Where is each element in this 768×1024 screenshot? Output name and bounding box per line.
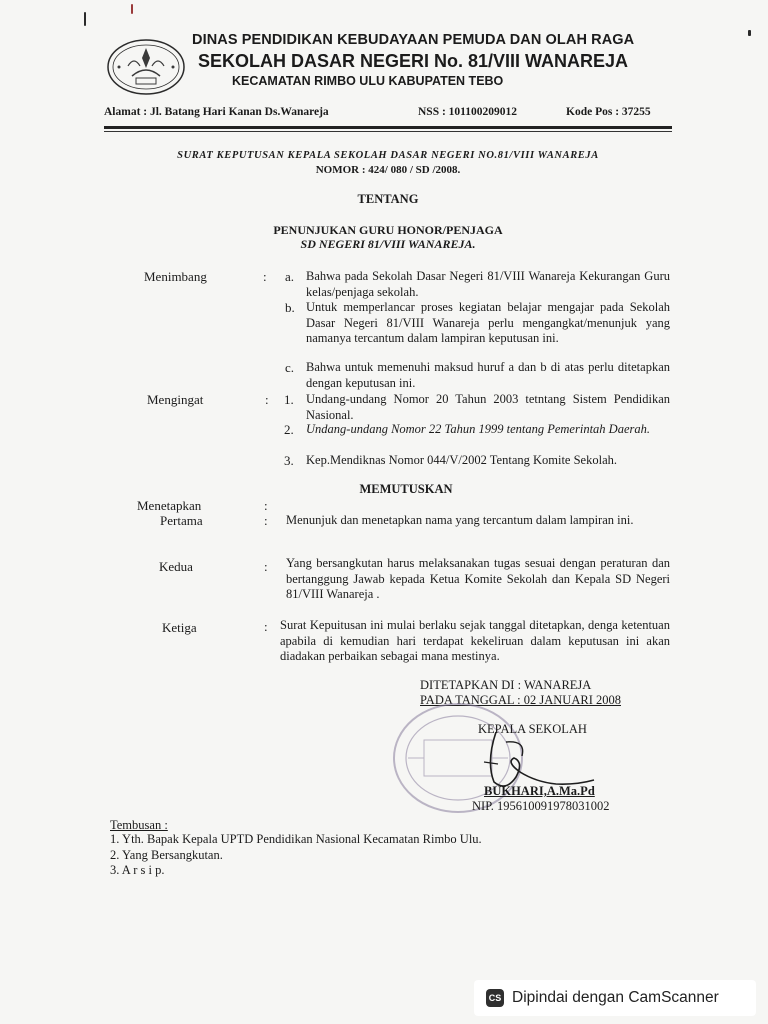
- school-nss: NSS : 101100209012: [418, 106, 518, 118]
- ketiga-text: Surat Kepuitusan ini mulai berlaku sejak tanggal ditetapkan, denga ketentuan apabila di kemudian hari terdapat kekeliruan dalam keputusan ini akan diadakan perbaikan sebagai mana mestinya.: [280, 618, 670, 663]
- menimbang-c-marker: c.: [285, 360, 295, 375]
- mengingat-1-marker: 1.: [284, 392, 294, 407]
- scan-mark: [84, 12, 86, 26]
- camscanner-logo-icon: CS: [486, 989, 504, 1007]
- signatory-nip: NIP. 195610091978031002: [472, 799, 610, 813]
- school-name: SEKOLAH DASAR NEGERI No. 81/VIII WANAREJA: [198, 51, 629, 71]
- ketiga-colon: :: [264, 619, 268, 634]
- pertama-label: Pertama: [160, 513, 203, 528]
- decree-subject: PENUNJUKAN GURU HONOR/PENJAGA: [273, 223, 503, 237]
- tentang-heading: TENTANG: [357, 192, 419, 206]
- mengingat-colon: :: [265, 392, 269, 407]
- menetapkan-label: Menetapkan: [137, 498, 202, 513]
- postal-code: Kode Pos : 37255: [566, 106, 651, 118]
- date-of-issue: PADA TANGGAL : 02 JANUARI 2008: [420, 693, 621, 707]
- pertama-colon: :: [264, 513, 268, 528]
- mengingat-3-marker: 3.: [284, 453, 294, 468]
- letterhead-rule-thin: [104, 131, 672, 132]
- menimbang-b-marker: b.: [285, 300, 295, 315]
- tembusan-item: 3. A r s i p.: [110, 863, 165, 877]
- menetapkan-colon: :: [264, 498, 268, 513]
- camscanner-watermark: [474, 980, 756, 1016]
- mengingat-label: Mengingat: [147, 392, 204, 407]
- district-name: KECAMATAN RIMBO ULU KABUPATEN TEBO: [232, 74, 504, 88]
- kedua-colon: :: [264, 559, 268, 574]
- kedua-label: Kedua: [159, 559, 193, 574]
- pertama-text: Menunjuk dan menetapkan nama yang tercantum dalam lampiran ini.: [286, 513, 634, 527]
- mengingat-2-marker: 2.: [284, 422, 294, 437]
- menimbang-colon: :: [263, 269, 267, 284]
- menimbang-a-text: Bahwa pada Sekolah Dasar Negeri 81/VIII Wanareja Kekurangan Guru kelas/penjaga sekolah.: [306, 269, 670, 299]
- letterhead-rule: [104, 126, 672, 129]
- mengingat-1-text: Undang-undang Nomor 20 Tahun 2003 tetntang Sistem Pendidikan Nasional.: [306, 392, 670, 422]
- mengingat-3-text: Kep.Mendiknas Nomor 044/V/2002 Tentang Komite Sekolah.: [306, 453, 618, 467]
- kedua-text: Yang bersangkutan harus melaksanakan tugas sesuai dengan peraturan dan bertanggung Jawab kepada Ketua Komite Sekolah dan Kepala SD Negeri 81/VIII Wanareja .: [286, 556, 670, 601]
- menimbang-a-marker: a.: [285, 269, 295, 284]
- signatory-position: KEPALA SEKOLAH: [478, 722, 587, 736]
- menimbang-b-text: Untuk memperlancar proses kegiatan belajar mengajar pada Sekolah Dasar Negeri 81/VIII Wanareja perlu mengangkat/menunjuk yang namanya tercantum dalam lampiran keputusan ini.: [306, 300, 670, 345]
- signatory-name: BUKHARI,A.Ma.Pd: [484, 784, 595, 798]
- decree-number: NOMOR : 424/ 080 / SD /2008.: [315, 164, 461, 176]
- mengingat-2-text: Undang-undang Nomor 22 Tahun 1999 tentang Pemerintah Daerah.: [306, 422, 650, 436]
- signature-scribble-icon: [476, 722, 596, 792]
- agency-name: DINAS PENDIDIKAN KEBUDAYAAN PEMUDA DAN OLAH RAGA: [192, 32, 635, 48]
- decree-title: SURAT KEPUTUSAN KEPALA SEKOLAH DASAR NEGERI NO.81/VIII WANAREJA: [177, 150, 599, 161]
- tembusan-heading: Tembusan :: [110, 818, 168, 832]
- menimbang-c-text: Bahwa untuk memenuhi maksud huruf a dan b di atas perlu ditetapkan dengan keputusan ini.: [306, 360, 670, 390]
- scan-mark: [131, 4, 133, 14]
- tembusan-item: 2. Yang Bersangkutan.: [110, 848, 223, 862]
- camscanner-text: Dipindai dengan CamScanner: [512, 989, 719, 1006]
- decree-subject-school: SD NEGERI 81/VIII WANAREJA.: [300, 237, 476, 251]
- ketiga-label: Ketiga: [162, 620, 197, 635]
- school-logo-icon: [104, 36, 188, 98]
- tembusan-item: 1. Yth. Bapak Kepala UPTD Pendidikan Nasional Kecamatan Rimbo Ulu.: [110, 832, 482, 846]
- menimbang-label: Menimbang: [144, 269, 207, 284]
- place-of-issue: DITETAPKAN DI : WANAREJA: [420, 678, 592, 692]
- memutuskan-heading: MEMUTUSKAN: [359, 482, 453, 496]
- school-address: Alamat : Jl. Batang Hari Kanan Ds.Wanareja: [104, 106, 329, 118]
- scan-mark: [748, 30, 751, 36]
